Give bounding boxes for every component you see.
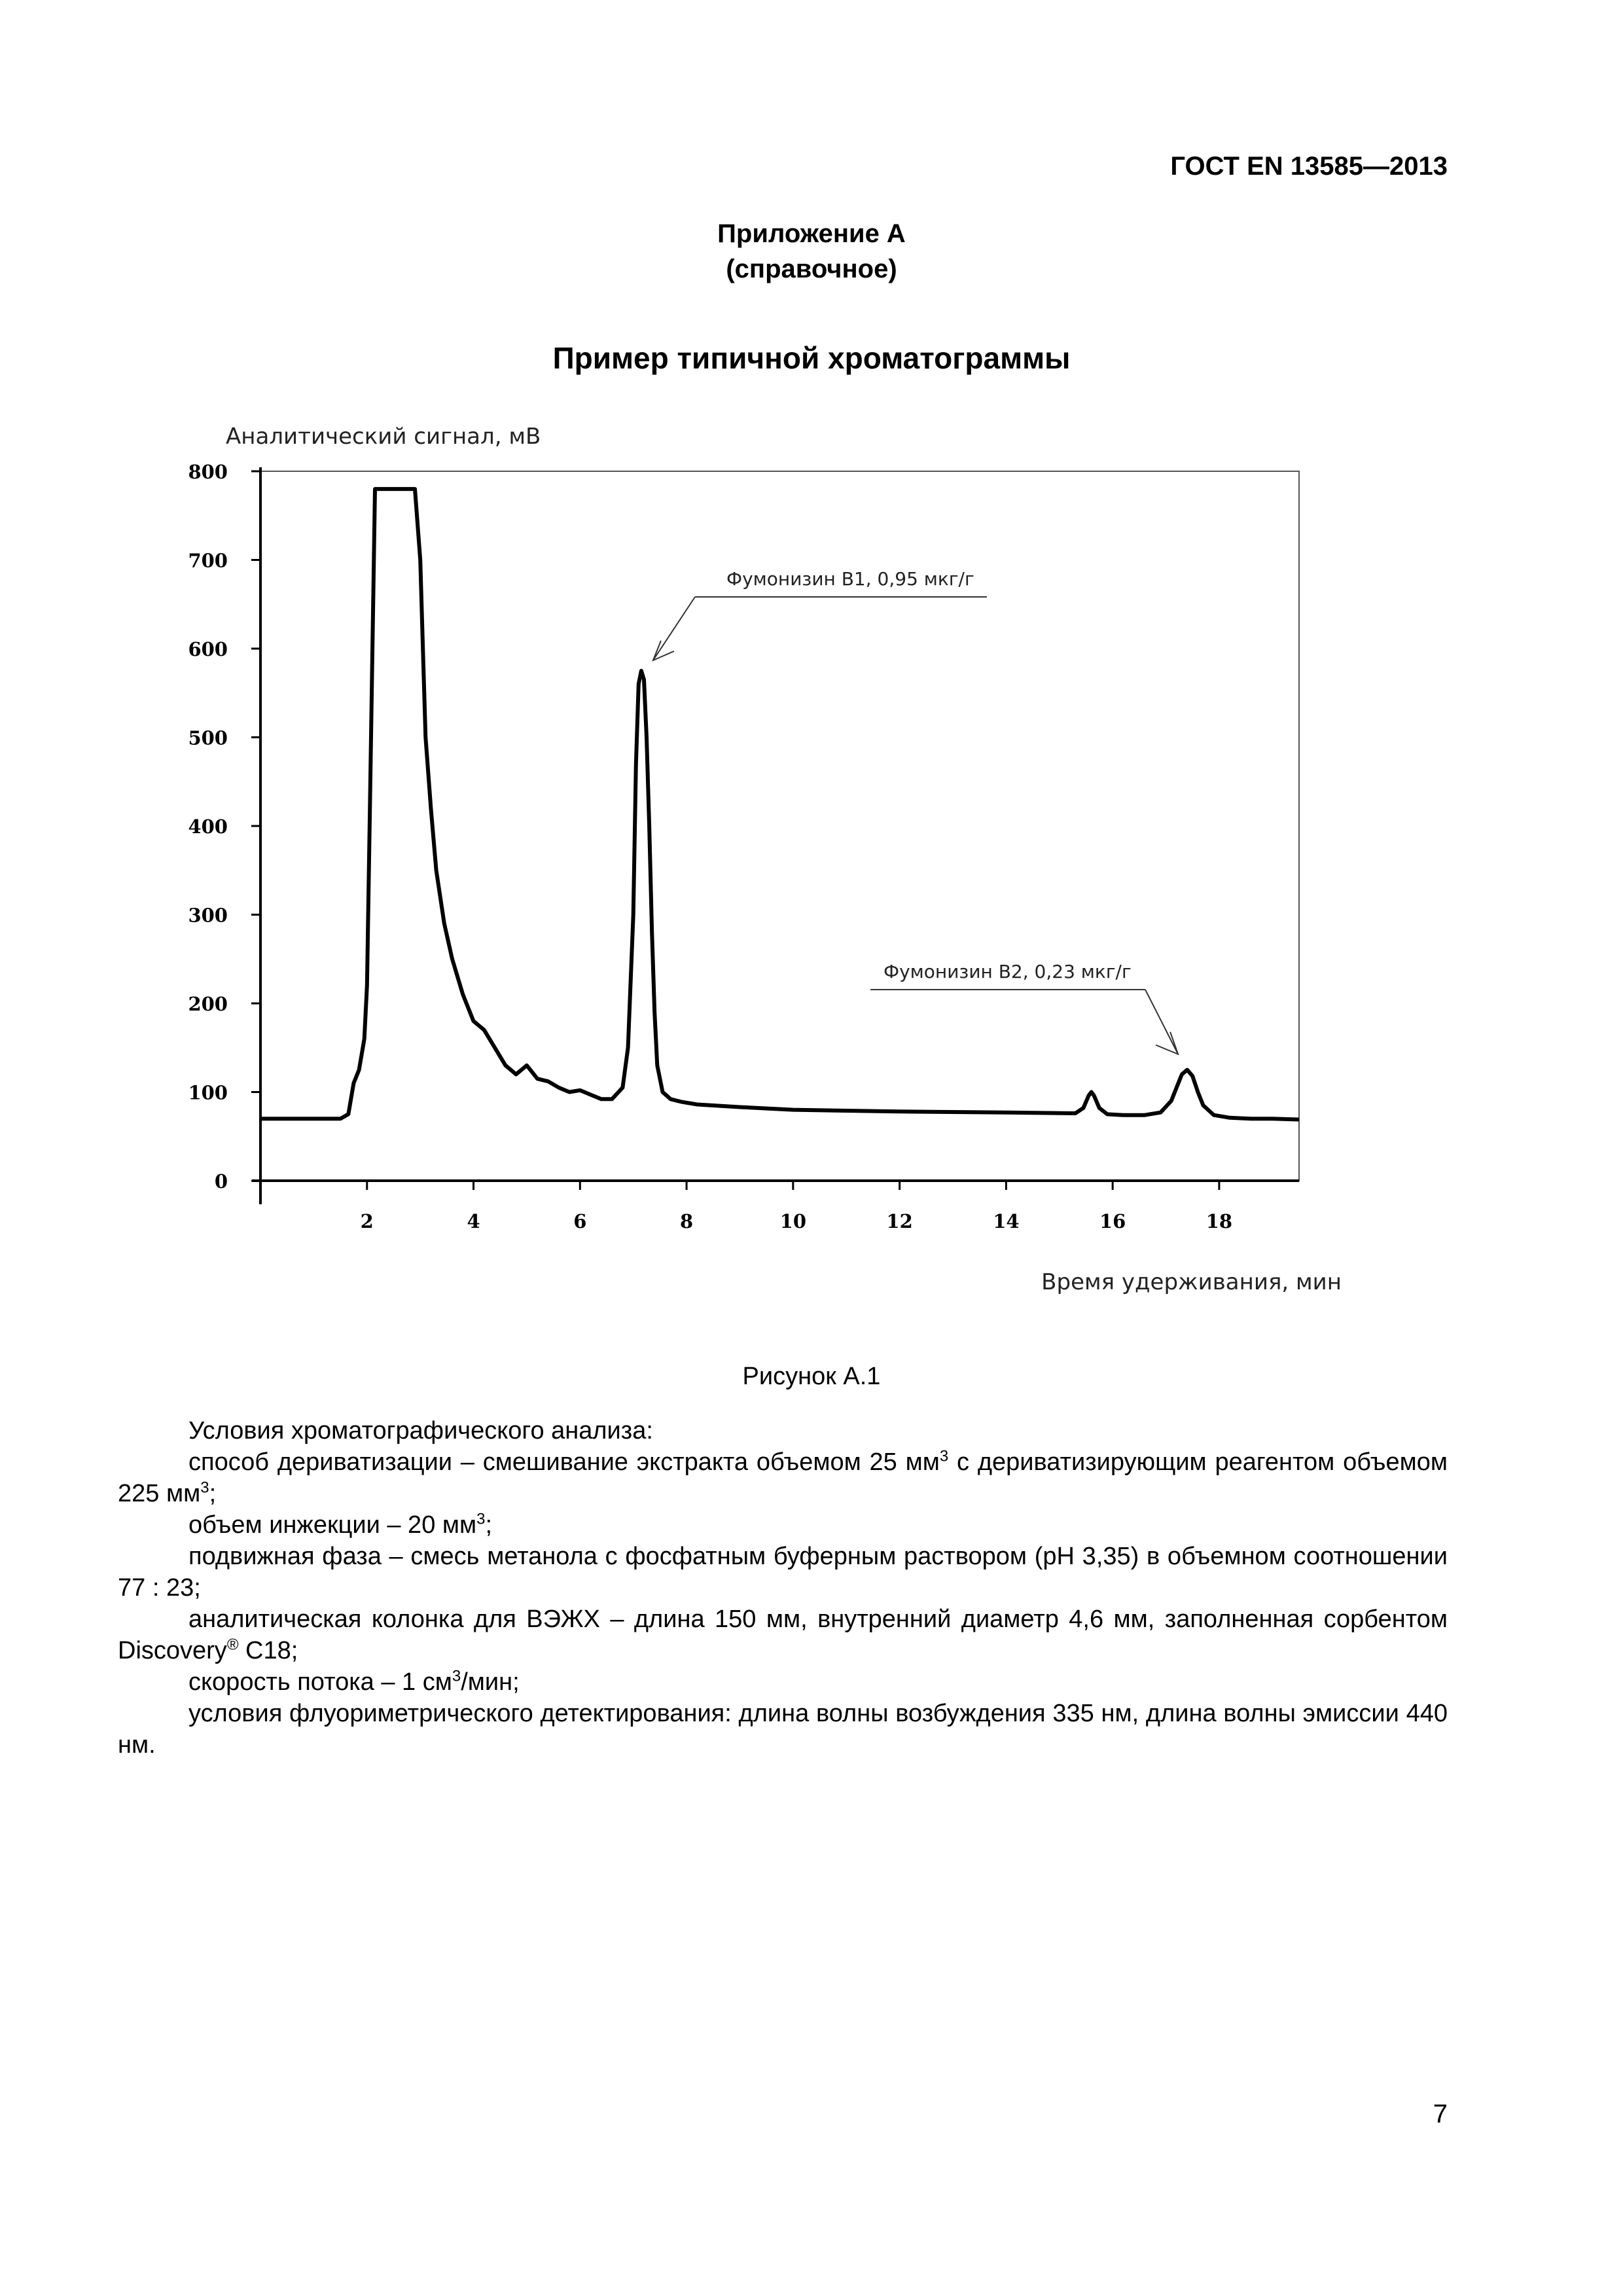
y-tick-label: 600 xyxy=(188,638,228,660)
y-tick-label: 400 xyxy=(188,816,228,838)
y-tick-label: 0 xyxy=(214,1170,228,1193)
annotation-leader-line xyxy=(653,597,695,660)
figure-title: Пример типичной хроматограммы xyxy=(552,341,1071,375)
x-tick-label: 14 xyxy=(993,1210,1020,1232)
y-tick-label: 300 xyxy=(188,904,228,927)
x-tick-label: 16 xyxy=(1099,1210,1126,1232)
arrowhead xyxy=(1156,1032,1178,1054)
x-tick-label: 2 xyxy=(360,1210,374,1232)
appendix-label: Приложение А xyxy=(717,219,906,248)
column-condition: аналитическая колонка для ВЭЖХ – длина 150 мм, внутренний диаметр 4,6 мм, заполненная сорбентом Discovery® C18; xyxy=(118,1605,1448,1664)
y-tick-label: 100 xyxy=(188,1081,228,1104)
figure-caption: Рисунок А.1 xyxy=(742,1363,881,1390)
annotation-fumonisin-b2: Фумонизин B2, 0,23 мкг/г xyxy=(883,961,1132,982)
conditions-intro: Условия хроматографического анализа: xyxy=(188,1417,653,1444)
x-tick-label: 12 xyxy=(886,1210,913,1232)
flow-rate-condition: скорость потока – 1 $см^3$/мин; xyxy=(188,1667,520,1696)
injection-volume-condition: объем инжекции – 20 $мм^3$; xyxy=(188,1510,493,1539)
y-tick-label: 500 xyxy=(188,726,228,749)
x-tick-label: 6 xyxy=(573,1210,587,1232)
x-tick-label: 8 xyxy=(679,1210,694,1232)
annotation-leader-line xyxy=(1145,990,1178,1054)
detection-condition: условия флуориметрического детектирования: длина волны возбуждения 335 нм, длина волны эмиссии 440 нм. xyxy=(118,1700,1448,1759)
x-tick-label: 10 xyxy=(779,1210,807,1232)
y-tick-label: 800 xyxy=(188,461,228,483)
x-tick-label: 4 xyxy=(467,1210,480,1232)
y-axis-label: Аналитический сигнал, мВ xyxy=(226,423,541,450)
derivatization-condition: способ дериватизации – смешивание экстракта объемом 25 $мм^3$ с дериватизирующим реагентом объемом 225 $мм^3$; xyxy=(118,1447,1448,1507)
analysis-conditions xyxy=(118,1415,1448,1761)
x-axis-label: Время удерживания, мин xyxy=(1041,1269,1342,1295)
y-tick-label: 700 xyxy=(188,549,228,572)
mobile-phase-condition: подвижная фаза – смесь метанола с фосфатным буферным раствором (pH 3,35) в объемном соотношении 77 : 23; xyxy=(118,1543,1448,1602)
peak-annotations xyxy=(653,568,1178,1054)
x-tick-label: 18 xyxy=(1205,1210,1233,1232)
standard-header: ГОСТ EN 13585—2013 xyxy=(1170,152,1448,181)
page-number: 7 xyxy=(1433,2100,1448,2128)
appendix-type: (справочное) xyxy=(726,255,897,283)
y-tick-label: 200 xyxy=(188,993,228,1015)
annotation-fumonisin-b1: Фумонизин B1, 0,95 мкг/г xyxy=(726,568,974,590)
